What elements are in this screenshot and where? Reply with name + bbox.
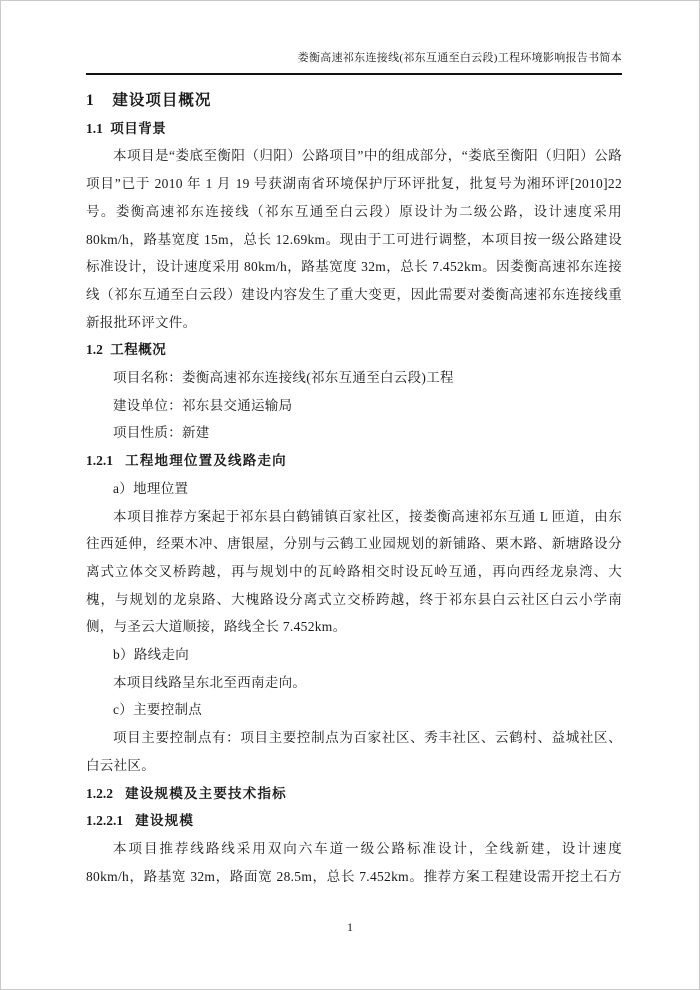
geographic-location-paragraph: 本项目推荐方案起于祁东县白鹤铺镇百家社区，接娄衡高速祁东互通 L 匝道，由东往西延伸，经栗木冲、唐银屋，分别与云鹤工业园规划的新铺路、栗木路、新塘路设分离式立体交叉桥跨越，再与规划中的瓦岭路相交时设瓦岭互通，再向西经龙泉湾、大槐，与规划的龙泉路、大槐路设分离式立交桥跨越，终于祁东县白云社区白云小学南侧，与圣云大道顺接，路线全长 7.452km。 <box>86 508 622 635</box>
section-1-2-heading <box>86 336 622 364</box>
item-b-route-direction: b）路线走向 <box>113 647 190 663</box>
item-a-geographic-location: a）地理位置 <box>113 480 189 496</box>
section-1-2-2-heading <box>86 780 622 808</box>
section-1-1-number: 1.1 <box>86 120 103 136</box>
section-1-2-1-heading <box>86 447 622 475</box>
construction-unit-line: 建设单位：祁东县交通运输局 <box>113 397 293 413</box>
item-c-control-points: c）主要控制点 <box>113 702 203 718</box>
section-1-title: 建设项目概况 <box>112 92 212 109</box>
section-1-2-1-title: 工程地理位置及线路走向 <box>125 453 287 469</box>
content-column <box>86 1 622 890</box>
section-1-2-2-1-title: 建设规模 <box>135 813 195 829</box>
section-1-2-2-1-number: 1.2.2.1 <box>86 813 124 829</box>
page-footer <box>1 920 699 934</box>
section-1-1-title: 项目背景 <box>110 120 167 136</box>
project-background-paragraph: 本项目是“娄底至衡阳（归阳）公路项目”中的组成部分，“娄底至衡阳（归阳）公路项目”已于 2010 年 1 月 19 号获湖南省环境保护厅环评批复，批复号为湘环评[2010]22号。娄衡高速祁东连接线（祁东互通至白云段）原设计为二级公路，设计速度采用 80km/h，路基宽度 15m，总长 12.69km。现由于工可进行调整，本项目按一级公路建设标准设计，设计速度采用 80km/h，路基宽度 32m，总长 7.452km。因娄衡高速祁东连接线（祁东互通至白云段）建设内容发生了重大变更，因此需要对娄衡高速祁东连接线重新报批环评文件。 <box>86 148 622 330</box>
construction-scale-paragraph: 本项目推荐线路线采用双向六车道一级公路标准设计，全线新建，设计速度 80km/h，路基宽 32m，路面宽 28.5m，总长 7.452km。推荐方案工程建设需开挖土石方 <box>86 840 622 884</box>
document-body <box>86 87 622 890</box>
page-number: 1 <box>347 920 353 934</box>
section-1-1-heading <box>86 115 622 143</box>
section-1-2-number: 1.2 <box>86 342 103 358</box>
section-1-2-2-title: 建设规模及主要技术指标 <box>125 785 287 801</box>
control-points-paragraph: 项目主要控制点有：项目主要控制点为百家社区、秀丰社区、云鹤村、益城社区、白云社区。 <box>86 730 622 773</box>
route-direction-paragraph: 本项目线路呈东北至西南走向。 <box>113 674 307 690</box>
section-1-2-title: 工程概况 <box>110 342 167 358</box>
project-name-line: 项目名称：娄衡高速祁东连接线(祁东互通至白云段)工程 <box>113 370 454 386</box>
report-header-title: 娄衡高速祁东连接线(祁东互通至白云段)工程环境影响报告书简本 <box>297 52 622 64</box>
section-1-2-2-1-heading <box>86 807 622 835</box>
section-1-2-1-number: 1.2.1 <box>86 453 113 469</box>
project-nature-line: 项目性质：新建 <box>113 425 210 441</box>
section-1-heading <box>86 87 622 115</box>
report-header <box>86 1 622 75</box>
section-1-2-2-number: 1.2.2 <box>86 785 113 801</box>
section-1-number: 1 <box>86 92 94 109</box>
